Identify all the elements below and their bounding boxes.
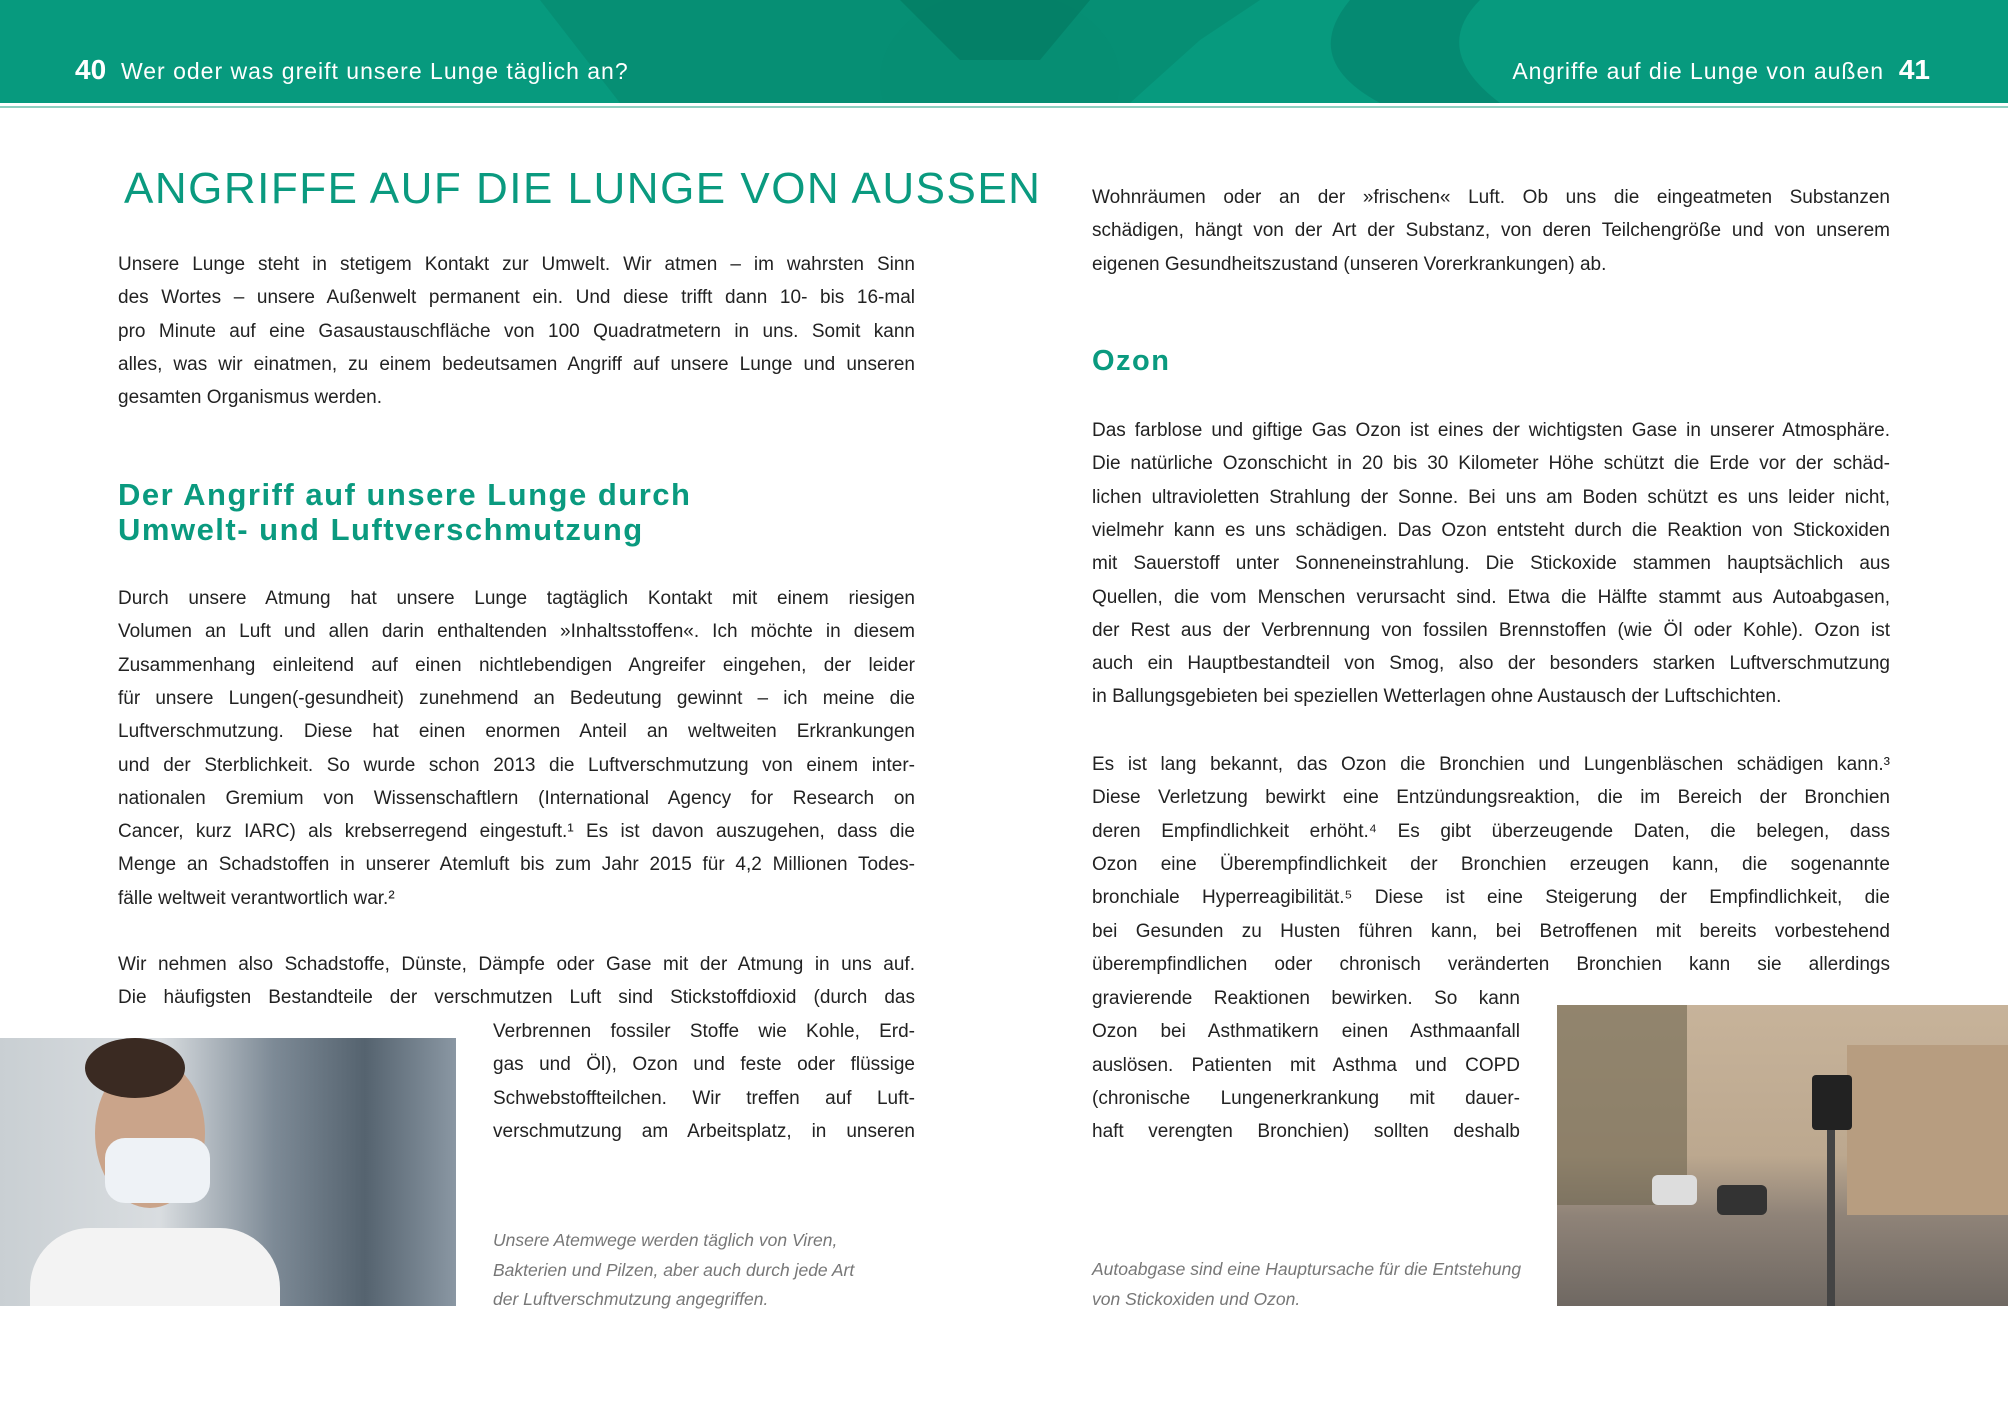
text-line: mit Sauerstoff unter Sonneneinstrahlung. Die Stickoxide stammen hauptsächlich aus [1092, 553, 1890, 575]
text-line: Durch unsere Atmung hat unsere Lunge tagtäglich Kontakt mit einem riesigen [118, 588, 915, 609]
photo-caption-line: Unsere Atemwege werden täglich von Viren, [493, 1230, 838, 1250]
text-line: und der Sterblichkeit. So wurde schon 2013 die Luftverschmutzung von einem inter- [118, 754, 915, 776]
header-rule [0, 106, 2008, 108]
header-banner [0, 0, 2008, 103]
text-line: fälle weltweit verantwortlich war.² [118, 887, 395, 909]
text-line: gravierende Reaktionen bewirken. So kann [1092, 988, 1520, 1009]
heading-line: Umwelt- und Luftverschmutzung [118, 512, 644, 547]
text-line: Volumen an Luft und allen darin enthaltenden »Inhaltsstoffen«. Ich möchte in diesem [118, 621, 915, 643]
text-line: vielmehr kann es uns schädigen. Das Ozon entsteht durch die Reaktion von Stickoxiden [1092, 519, 1890, 541]
text-line: Wohnräumen oder an der »frischen« Luft. Ob uns die eingeatmeten Substanzen [1092, 187, 1890, 208]
woman-with-mask-photo [0, 1038, 456, 1306]
left-header-title: Wer oder was greift unsere Lunge täglich an? [120, 58, 629, 84]
photo-caption-line: von Stickoxiden und Ozon. [1092, 1288, 1301, 1309]
text-line: Wir nehmen also Schadstoffe, Dünste, Dämpfe oder Gase mit der Atmung in uns auf. [118, 954, 915, 975]
heading-line: Der Angriff auf unsere Lunge durch [118, 477, 692, 512]
text-line: haft verengten Bronchien) sollten deshalb [1092, 1121, 1520, 1143]
text-line: Zusammenhang einleitend auf einen nichtlebendigen Angreifer eingehen, der leider [118, 654, 915, 676]
lung-decoration-icon [0, 0, 2008, 103]
text-line: Das farblose und giftige Gas Ozon ist eines der wichtigsten Gase in unserer Atmosphäre. [1092, 420, 1890, 441]
text-line: nationalen Gremium von Wissenschaftlern (International Agency for Research on [118, 787, 915, 809]
text-line: lichen ultravioletten Strahlung der Sonne. Bei uns am Boden schützt es uns leider nicht, [1092, 486, 1890, 508]
right-header-title: Angriffe auf die Lunge von außen [1512, 58, 1885, 84]
text-line: Diese Verletzung bewirkt eine Entzündungsreaktion, die im Bereich der Bronchien [1092, 787, 1890, 809]
text-line: eigenen Gesundheitszustand (unseren Vorerkrankungen) ab. [1092, 253, 1607, 275]
text-line: gesamten Organismus werden. [118, 387, 383, 409]
text-line: auch ein Hauptbestandteil von Smog, also der besonders starken Luftverschmutzung [1092, 653, 1890, 675]
text-line: Die natürliche Ozonschicht in 20 bis 30 Kilometer Höhe schützt die Erde vor der schäd- [1092, 453, 1890, 475]
photo-caption-line: Autoabgase sind eine Hauptursache für die Entstehung [1092, 1259, 1522, 1279]
traffic-smog-photo [1557, 1005, 2008, 1306]
right-running-header [1512, 54, 1930, 86]
page-number-left: 40 [75, 54, 107, 85]
ozon-heading: Ozon [1092, 345, 1171, 377]
text-line: (chronische Lungenerkrankung mit dauer- [1092, 1087, 1520, 1109]
text-line: Unsere Lunge steht in stetigem Kontakt zur Umwelt. Wir atmen – im wahrsten Sinn [118, 254, 915, 275]
photo-caption-line: der Luftverschmutzung angegriffen. [493, 1289, 769, 1309]
page-title: ANGRIFFE AUF DIE LUNGE VON AUSSEN [124, 164, 1042, 213]
text-line: alles, was wir einatmen, zu einem bedeutsamen Angriff auf unsere Lunge und unseren [118, 353, 915, 375]
text-line: verschmutzung am Arbeitsplatz, in unseren [493, 1120, 915, 1142]
text-line: Luftverschmutzung. Diese hat einen enormen Anteil an weltweiten Erkrankungen [118, 721, 915, 743]
text-line: Es ist lang bekannt, das Ozon die Bronchien und Lungenbläschen schädigen kann.³ [1092, 754, 1890, 775]
text-line: bronchiale Hyperreagibilität.⁵ Diese ist eine Steigerung der Empfindlichkeit, die [1092, 887, 1890, 909]
text-line: bei Gesunden zu Husten führen kann, bei Betroffenen mit bereits vorbestehend [1092, 920, 1890, 942]
text-line: Schwebstoffteilchen. Wir treffen auf Luft- [493, 1087, 915, 1109]
text-line: des Wortes – unsere Außenwelt permanent ein. Und diese trifft dann 10- bis 16-mal [118, 287, 915, 309]
text-line: für unsere Lungen(-gesundheit) zunehmend an Bedeutung gewinnt – ich meine die [118, 687, 915, 709]
left-running-header [75, 54, 629, 86]
text-line: Quellen, die vom Menschen verursacht sind. Etwa die Hälfte stammt aus Autoabgasen, [1092, 586, 1890, 608]
text-line: Die häufigsten Bestandteile der verschmutzen Luft sind Stickstoffdioxid (durch das [118, 987, 915, 1009]
section-heading [118, 477, 691, 547]
text-line: in Ballungsgebieten bei speziellen Wetterlagen ohne Austausch der Luftschichten. [1092, 686, 1782, 708]
page-number-right: 41 [1898, 54, 1930, 85]
text-line: der Rest aus der Verbrennung von fossilen Brennstoffen (wie Öl oder Kohle). Ozon ist [1092, 619, 1890, 641]
text-line: Ozon bei Asthmatikern einen Asthmaanfall [1092, 1021, 1520, 1043]
text-line: Menge an Schadstoffen in unserer Atemluft bis zum Jahr 2015 für 4,2 Millionen Todes- [118, 854, 915, 876]
text-line: gas und Öl), Ozon und feste oder flüssige [493, 1054, 915, 1076]
text-line: Ozon eine Überempfindlichkeit der Bronchien erzeugen kann, die sogenannte [1092, 853, 1890, 875]
text-line: deren Empfindlichkeit erhöht.⁴ Es gibt überzeugende Daten, die belegen, dass [1092, 820, 1890, 842]
text-line: pro Minute auf eine Gasaustauschfläche von 100 Quadratmetern in uns. Somit kann [118, 320, 915, 342]
photo-caption-line: Bakterien und Pilzen, aber auch durch jede Art [493, 1259, 855, 1280]
text-line: Verbrennen fossiler Stoffe wie Kohle, Erd- [493, 1021, 915, 1042]
text-line: überempfindlichen oder chronisch veränderten Bronchien kann sie allerdings [1092, 953, 1890, 975]
text-line: auslösen. Patienten mit Asthma und COPD [1092, 1054, 1520, 1076]
text-line: schädigen, hängt von der Art der Substanz, von deren Teilchengröße und von unserem [1092, 220, 1890, 242]
text-line: Cancer, kurz IARC) als krebserregend eingestuft.¹ Es ist davon auszugehen, dass die [118, 821, 915, 843]
